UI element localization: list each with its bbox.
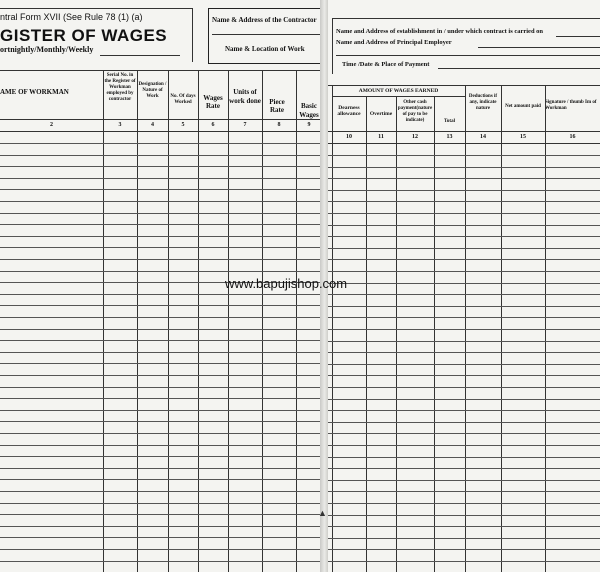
table-row-line <box>328 491 600 492</box>
col-number-2: 2 <box>50 122 53 128</box>
table-row-line <box>328 329 600 330</box>
col-deductions: Deductions if any, indicate nature <box>468 94 498 111</box>
table-row-line <box>328 190 600 191</box>
col-number-4: 4 <box>151 122 154 128</box>
table-row-line <box>328 225 600 226</box>
table-row-line <box>0 398 322 399</box>
form-rule-reference: ntral Form XVII (See Rule 78 (1) (a) <box>0 12 143 22</box>
table-row-line <box>0 387 322 388</box>
table-row-line <box>328 457 600 458</box>
table-row-line <box>328 178 600 179</box>
table-row-line <box>0 363 322 364</box>
principal-employer-label: Name and Address of Principal Employer <box>336 39 452 46</box>
table-row-line <box>328 352 600 353</box>
table-row-line <box>328 422 600 423</box>
col-number-13: 13 <box>446 134 453 140</box>
table-row-line <box>328 341 600 342</box>
table-row-line <box>328 515 600 516</box>
table-row-line <box>328 375 600 376</box>
time-place-label: Time /Date & Place of Payment <box>342 61 430 68</box>
table-row-line <box>328 526 600 527</box>
table-row-line <box>0 294 322 295</box>
col-number-6: 6 <box>211 122 215 128</box>
col-name-of-workman: AME OF WORKMAN <box>0 88 69 96</box>
col-other-cash: Other cash payment(nature of pay to be indicate) <box>397 100 433 123</box>
table-row-line <box>328 410 600 411</box>
table-row-line <box>328 468 600 469</box>
table-row-line <box>0 201 322 202</box>
col-piece-rate: Piece Rate <box>269 98 285 114</box>
table-row-line <box>0 224 322 225</box>
col-number-14: 14 <box>480 134 486 140</box>
col-number-7: 7 <box>243 122 247 128</box>
table-row-line <box>0 329 322 330</box>
table-row-line <box>0 305 322 306</box>
table-row-line <box>328 538 600 539</box>
col-number-3: 3 <box>118 122 122 128</box>
table-row-line <box>328 480 600 481</box>
work-location-label: Name & Location of Work <box>225 45 305 53</box>
table-row-line <box>0 549 322 550</box>
contractor-label: Name & Address of the Contractor <box>212 16 317 24</box>
table-row-line <box>0 514 322 515</box>
table-row-line <box>328 248 600 249</box>
table-row-line <box>0 456 322 457</box>
table-row-line <box>0 143 322 144</box>
table-row-line <box>0 526 322 527</box>
table-row-line <box>328 283 600 284</box>
table-row-line <box>0 537 322 538</box>
col-designation: Designation / Nature of Work <box>138 82 167 99</box>
table-row-line <box>0 178 322 179</box>
col-net-amount: Net amount paid <box>505 104 541 109</box>
table-row-line <box>328 259 600 260</box>
table-row-line <box>0 236 322 237</box>
table-row-line <box>0 317 322 318</box>
table-row-line <box>328 399 600 400</box>
table-row-line <box>328 294 600 295</box>
table-row-line <box>328 271 600 272</box>
col-number-12: 12 <box>412 134 418 140</box>
table-row-line <box>0 166 322 167</box>
table-row-line <box>0 491 322 492</box>
right-page <box>328 0 600 572</box>
table-row-line <box>0 503 322 504</box>
table-row-line <box>328 433 600 434</box>
table-row-line <box>0 213 322 214</box>
table-row-line <box>0 155 322 156</box>
col-number-8: 8 <box>277 122 281 128</box>
col-number-11: 11 <box>378 134 384 140</box>
table-row-line <box>0 340 322 341</box>
amount-wages-group: AMOUNT OF WAGES EARNED <box>358 88 439 94</box>
table-row-line <box>0 189 322 190</box>
table-row-line <box>0 421 322 422</box>
table-row-line <box>0 271 322 272</box>
table-row-line <box>328 317 600 318</box>
table-row-line <box>0 445 322 446</box>
table-row-line <box>328 387 600 388</box>
table-row-line <box>328 236 600 237</box>
col-signature: Signature / thumb Im of Workman <box>545 100 597 111</box>
table-row-line <box>0 352 322 353</box>
register-title: GISTER OF WAGES <box>0 26 168 45</box>
table-row-line <box>328 201 600 202</box>
col-overtime: Overtime <box>369 111 393 117</box>
table-row-line <box>328 503 600 504</box>
establishment-label: Name and Address of establishment in / under which contract is carried on <box>336 28 544 35</box>
table-row-line <box>328 167 600 168</box>
col-number-10: 10 <box>346 134 352 140</box>
period-label: ortnightly/Monthly/Weekly <box>0 45 94 54</box>
table-row-line <box>0 410 322 411</box>
table-row-line <box>0 247 322 248</box>
col-total: Total <box>444 119 455 124</box>
watermark-url: www.bapujishop.com <box>225 276 348 291</box>
table-row-line <box>328 549 600 550</box>
table-row-line <box>0 375 322 376</box>
table-row-line <box>328 364 600 365</box>
table-row-line <box>0 433 322 434</box>
col-number-5: 5 <box>181 122 185 128</box>
table-row-line <box>0 561 322 562</box>
col-serial-no: Serial No. in the Register of Workman employed by contractor <box>104 73 136 102</box>
table-row-line <box>328 306 600 307</box>
col-dearness-allowance: Dearness allowance <box>337 105 361 117</box>
cursor-icon: ▲ <box>318 508 327 518</box>
col-basic-wages: Basic Wages <box>299 102 319 119</box>
table-row-line <box>0 259 322 260</box>
table-row-line <box>328 213 600 214</box>
col-wages-rate: Wages Rate <box>203 94 223 110</box>
col-days-worked: No. Of days Worked <box>170 94 196 105</box>
col-number-15: 15 <box>520 134 526 140</box>
col-units-work: Units of work done <box>229 88 261 105</box>
col-number-16: 16 <box>569 134 576 140</box>
col-number-9: 9 <box>307 122 311 128</box>
table-row-line <box>328 155 600 156</box>
table-row-line <box>0 479 322 480</box>
table-row-line <box>328 561 600 562</box>
table-row-line <box>328 445 600 446</box>
table-row-line <box>0 468 322 469</box>
